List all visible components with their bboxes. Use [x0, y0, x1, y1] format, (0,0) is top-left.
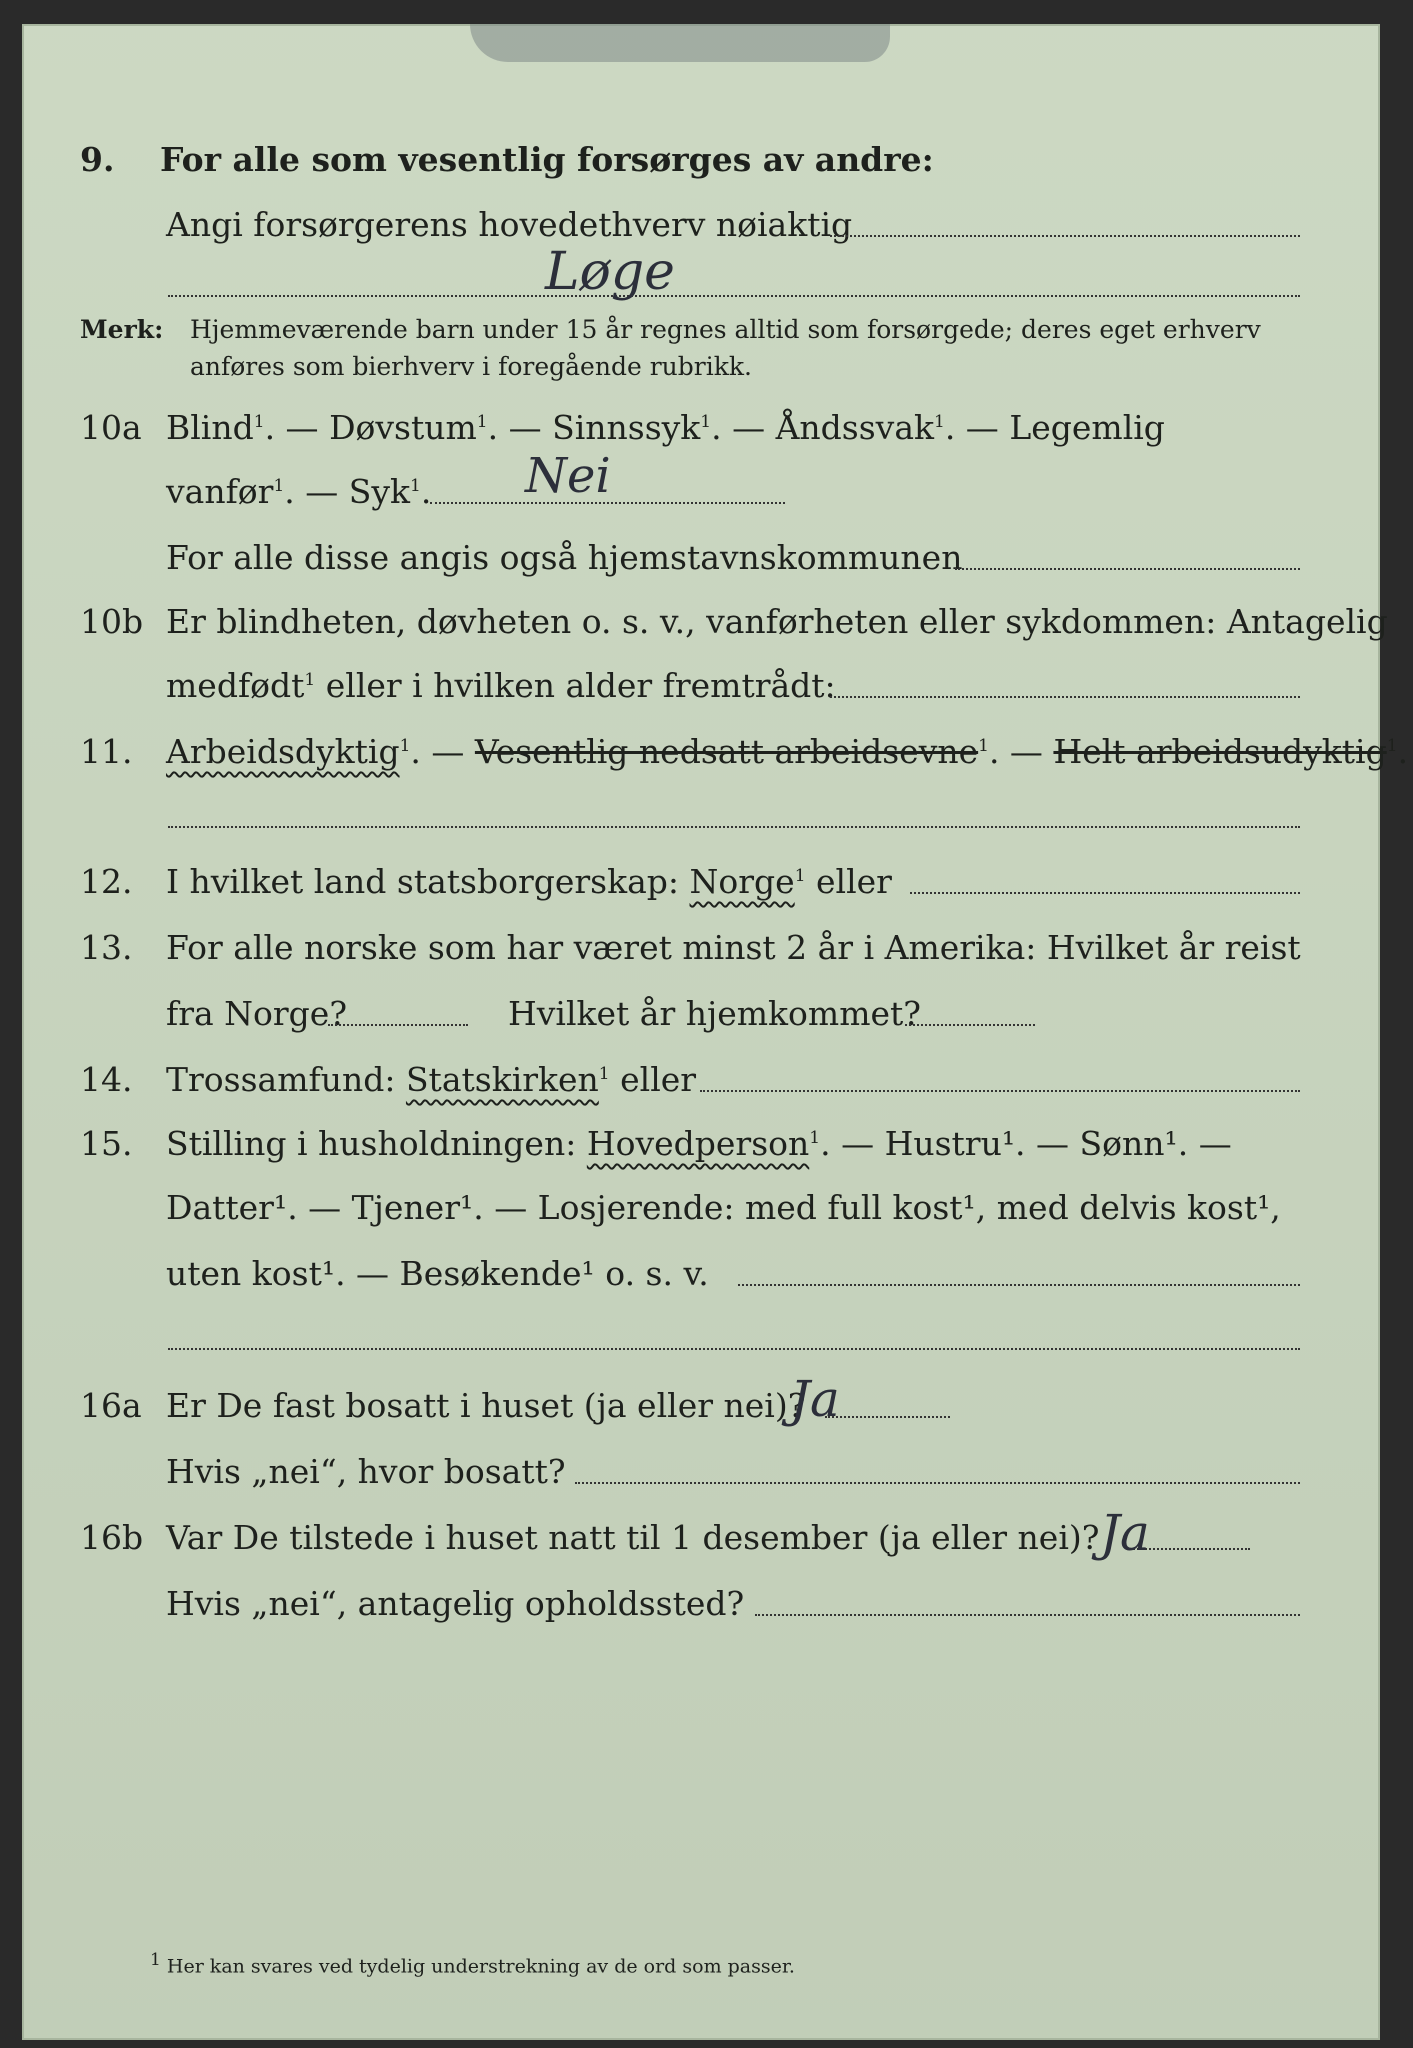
q10b-number: 10b — [80, 602, 144, 641]
q16b-text1: Var De tilstede i huset natt til 1 desember (ja eller nei)? — [166, 1518, 1100, 1557]
q10a-andssvak: Åndssvak — [775, 408, 934, 447]
q16a-line2 — [0, 1452, 1413, 1496]
q10a-blind: Blind — [166, 408, 254, 447]
q13-reist-line[interactable] — [328, 1024, 468, 1026]
q10b-line1 — [0, 602, 1413, 646]
q13-hjemkommet-line[interactable] — [905, 1024, 1035, 1026]
q15-line2 — [0, 1188, 1413, 1232]
q13-reist: fra Norge? — [166, 994, 348, 1033]
q16b-line1 — [0, 1518, 1413, 1562]
q11-arbeidsdyktig: Arbeidsdyktig — [166, 732, 400, 771]
q12-text: I hvilket land statsborgerskap: — [166, 862, 680, 901]
q16a-bosatt-line[interactable] — [575, 1482, 1300, 1484]
q16b-opholdssted-line[interactable] — [755, 1614, 1300, 1616]
q11-number: 11. — [80, 732, 133, 771]
q15-line1: 15. Stilling i husholdningen: Hovedperson$^1$. — Hustru¹. — Sønn¹. — — [80, 1124, 1232, 1163]
q10a-handwritten-answer: Nei — [525, 448, 611, 504]
q14-statskirken: Statskirken — [405, 1060, 599, 1099]
merk-line2 — [0, 352, 1413, 396]
q14-eller: eller — [620, 1060, 697, 1099]
q16b-number: 16b — [80, 1518, 144, 1557]
q15-text3: uten kost¹. — Besøkende¹ o. s. v. — [166, 1254, 709, 1293]
q16b-text2: Hvis „nei“, antagelig opholdssted? — [166, 1584, 745, 1623]
q16a-handwritten-answer: Ja — [790, 1370, 840, 1428]
q15-rest1: — Hustru¹. — Sønn¹. — — [841, 1124, 1232, 1163]
q14-number: 14. — [80, 1060, 133, 1099]
torn-edge — [470, 24, 890, 62]
q16a-answer-line[interactable] — [825, 1416, 950, 1418]
q9-answer-line[interactable] — [830, 235, 1300, 237]
q13-line2 — [0, 994, 1413, 1038]
merk-text2: anføres som bierhverv i foregående rubrikk. — [190, 352, 752, 381]
q11-udyktig: Helt arbeidsudyktig — [1053, 732, 1387, 771]
q15-hovedperson: Hovedperson — [586, 1124, 810, 1163]
q15-text: Stilling i husholdningen: — [166, 1124, 577, 1163]
q15-line3 — [0, 1254, 1413, 1298]
q14-text: Trossamfund: — [166, 1060, 396, 1099]
q13-number: 13. — [80, 928, 133, 967]
q11-line: 11. Arbeidsdyktig$^1$. — Vesentlig nedsatt arbeidsevne$^1$. — Helt arbeidsudyktig$^1$. — [80, 732, 1409, 771]
q10b-medfodt: medfødt — [166, 666, 305, 705]
q10b-answer-line[interactable] — [830, 696, 1300, 698]
q10a-hjemstavn: For alle disse angis også hjemstavnskommunen — [166, 538, 963, 577]
merk-text1: Hjemmeværende barn under 15 år regnes alltid som forsørgede; deres eget erhverv — [190, 315, 1261, 344]
q9-prompt: Angi forsørgerens hovedethverv nøiaktig — [166, 205, 853, 244]
q10a-legemlig: Legemlig — [1009, 408, 1165, 447]
q10a-syk: Syk — [348, 472, 410, 511]
q16a-number: 16a — [80, 1386, 142, 1425]
q15-text2: Datter¹. — Tjener¹. — Losjerende: med full kost¹, med delvis kost¹, — [166, 1188, 1281, 1227]
q16a-text1: Er De fast bosatt i huset (ja eller nei)? — [166, 1386, 806, 1425]
q13-text1: For alle norske som har været minst 2 år i Amerika: Hvilket år reist — [166, 928, 1301, 967]
q9-handwritten-answer: Løge — [545, 242, 675, 302]
q10a-line1: 10a Blind$^1$. — Døvstum$^1$. — Sinnssyk$^1$. — Åndssvak$^1$. — Legemlig — [80, 408, 1165, 447]
q10a-sinnssyk: Sinnssyk — [552, 408, 701, 447]
q11-answer-line[interactable] — [168, 826, 1300, 828]
q10b-alder: eller i hvilken alder fremtrådt: — [325, 666, 836, 705]
merk-label: Merk: — [80, 315, 164, 344]
q9-title: For alle som vesentlig forsørges av andre: — [160, 140, 934, 179]
q14-answer-line[interactable] — [700, 1090, 1300, 1092]
q10a-hjemstavn-line[interactable] — [955, 568, 1300, 570]
q9-number: 9. — [80, 140, 115, 179]
q10b-line2: medfødt$^1$ eller i hvilken alder fremtrådt: — [0, 666, 1413, 710]
q12-answer-line[interactable] — [910, 892, 1300, 894]
q15-number: 15. — [80, 1124, 133, 1163]
q10a-dovstum: Døvstum — [329, 408, 477, 447]
q13-hjemkommet: Hvilket år hjemkommet? — [508, 994, 921, 1033]
q12-number: 12. — [80, 862, 133, 901]
q12-line: 12. I hvilket land statsborgerskap: Norge$^1$ eller — [0, 862, 1413, 906]
q12-eller: eller — [816, 862, 892, 901]
q14-line: 14. Trossamfund: Statskirken$^1$ eller — [0, 1060, 1413, 1104]
q9-line1 — [0, 140, 1413, 184]
q10b-text1: Er blindheten, døvheten o. s. v., vanførheten eller sykdommen: Antagelig — [166, 602, 1388, 641]
q10a-vanfor: vanfør — [166, 472, 274, 511]
q9-line2 — [0, 205, 1413, 249]
q12-norge: Norge — [689, 862, 795, 901]
q16b-handwritten-answer: Ja — [1100, 1504, 1150, 1562]
q16a-line1 — [0, 1386, 1413, 1430]
q15-answer-line2[interactable] — [168, 1348, 1300, 1350]
footnote-marker: 1 — [150, 1950, 161, 1970]
q10a-line3 — [0, 538, 1413, 582]
q10a-line2: vanfør$^1$. — Syk$^1$. — [0, 472, 1413, 516]
q16a-text2: Hvis „nei“, hvor bosatt? — [166, 1452, 566, 1491]
q16b-line2 — [0, 1584, 1413, 1628]
footnote-text: Her kan svares ved tydelig understrekning av de ord som passer. — [166, 1955, 795, 1978]
q10a-number: 10a — [80, 408, 142, 447]
q11-nedsatt: Vesentlig nedsatt arbeidsevne — [474, 732, 979, 771]
footnote — [150, 1950, 795, 1977]
q13-line1 — [0, 928, 1413, 972]
q15-answer-line[interactable] — [738, 1284, 1300, 1286]
q9-answer-line2[interactable] — [168, 295, 1300, 297]
